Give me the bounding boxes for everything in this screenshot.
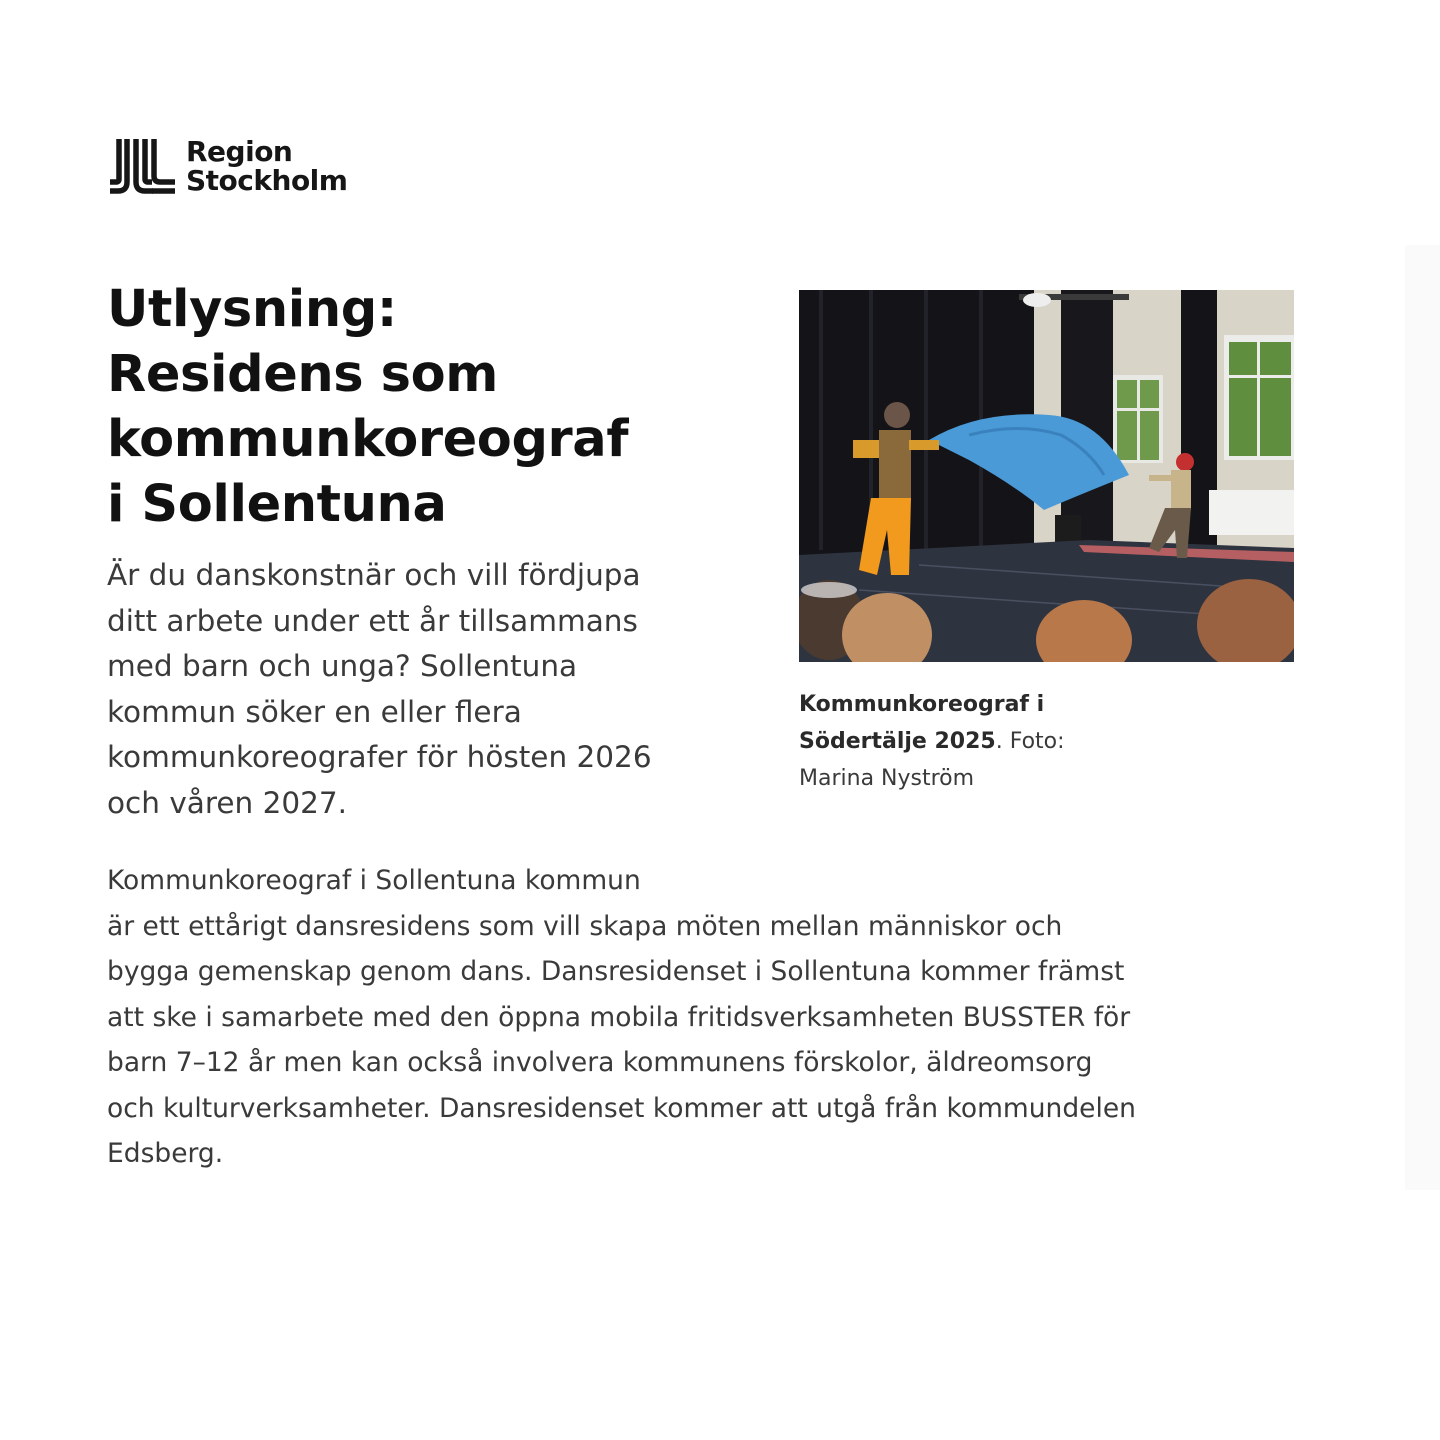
body-line: bygga gemenskap genom dans. Dansresidenset i Sollentuna kommer främst <box>107 956 1125 987</box>
lead-line: ditt arbete under ett år tillsammans <box>107 603 638 638</box>
body-line: att ske i samarbete med den öppna mobila fritidsverksamheten BUSSTER för <box>107 1001 1131 1033</box>
photo-caption <box>799 686 1139 797</box>
body-line: barn 7–12 år men kan också involvera kommunens förskolor, äldreomsorg <box>107 1047 1093 1078</box>
logo-line-2: Stockholm <box>186 164 348 197</box>
caption-bold: Södertälje 2025 <box>799 729 996 754</box>
dance-performance-photo <box>799 290 1294 662</box>
region-stockholm-logo-icon <box>108 138 176 194</box>
lead-line: med barn och unga? Sollentuna <box>107 649 578 683</box>
lead-line: kommun söker en eller flera <box>107 694 522 729</box>
body-line: Edsberg. <box>107 1138 224 1169</box>
lead-line: kommunkoreografer för hösten 2026 <box>107 740 652 774</box>
title-line: kommunkoreograf <box>107 410 629 469</box>
page-edge-shade <box>1405 245 1440 1190</box>
lead-line: och våren 2027. <box>107 785 348 820</box>
caption-bold: Kommunkoreograf i <box>799 692 1045 717</box>
title-line: Utlysning: <box>107 280 397 339</box>
title-line: Residens som <box>107 345 498 404</box>
title-line: i Sollentuna <box>107 475 447 534</box>
caption-text: . Foto: <box>995 729 1065 754</box>
caption-line <box>799 723 1139 760</box>
region-stockholm-logo[interactable] <box>108 137 347 195</box>
body-line: är ett ettårigt dansresidens som vill skapa möten mellan människor och <box>107 910 1063 942</box>
caption-photographer: Marina Nyström <box>799 766 975 791</box>
lead-paragraph <box>107 553 727 826</box>
caption-line <box>799 686 1139 723</box>
logo-line-1: Region <box>186 135 293 168</box>
body-line: Kommunkoreograf i Sollentuna kommun <box>107 865 641 896</box>
body-paragraph <box>107 858 1307 1177</box>
lead-line: Är du danskonstnär och vill fördjupa <box>107 558 641 592</box>
page-title <box>107 277 747 537</box>
body-line: och kulturverksamheter. Dansresidenset kommer att utgå från kommundelen <box>107 1092 1136 1124</box>
logo-wordmark <box>186 137 347 195</box>
